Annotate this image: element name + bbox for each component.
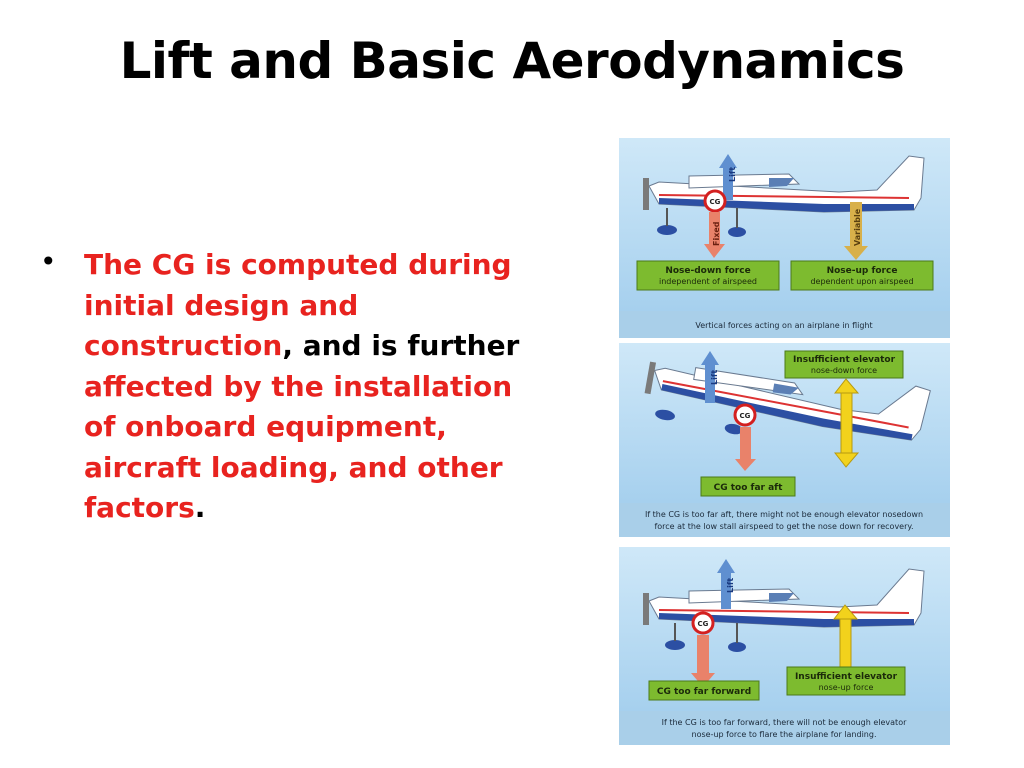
nose-down-force-box xyxy=(637,261,779,290)
insufficient-elevator-title-3: Insufficient elevator xyxy=(794,672,898,682)
bullet-item xyxy=(84,245,520,529)
nose-up-force-box xyxy=(791,261,933,290)
nose-down-force-sub: independent of airspeed xyxy=(659,277,757,286)
insufficient-elevator-sub-3: nose-up force xyxy=(818,683,874,692)
cg-label-3: CG xyxy=(697,620,709,628)
panel-cg-too-far-forward xyxy=(619,547,950,745)
nose-up-force-sub: dependent upon airspeed xyxy=(810,277,914,286)
variable-label: Variable xyxy=(853,208,862,246)
panel-3-caption-line-1: If the CG is too far forward, there will not be enough elevator xyxy=(661,718,907,727)
cg-marker-2 xyxy=(735,405,755,425)
cg-too-far-forward-label: CG too far forward xyxy=(656,687,752,697)
insufficient-elevator-title-2: Insufficient elevator xyxy=(792,355,896,365)
cg-too-far-aft-box xyxy=(701,477,795,496)
lift-label-2: Lift xyxy=(710,369,719,385)
bullet-text-plain-2: . xyxy=(194,491,206,524)
bullet-marker: • xyxy=(40,245,57,278)
insufficient-elevator-box-3 xyxy=(787,667,905,695)
panel-1-caption: Vertical forces acting on an airplane in flight xyxy=(695,321,873,330)
panel-2-caption-bg xyxy=(619,503,950,537)
panel-vertical-forces xyxy=(619,138,950,338)
insufficient-elevator-sub-2: nose-down force xyxy=(810,366,878,375)
cg-too-far-forward-box xyxy=(649,681,759,700)
bullet-text-highlight-2: affected by the installation of onboard equipment, aircraft loading, and other factors xyxy=(84,369,513,524)
lift-label-1: Lift xyxy=(728,166,737,182)
cg-label-1: CG xyxy=(709,198,721,206)
lift-label-3: Lift xyxy=(726,577,735,593)
slide-title: Lift and Basic Aerodynamics xyxy=(119,32,905,90)
cg-marker-3 xyxy=(693,613,713,633)
cg-diagram-figure xyxy=(619,138,950,745)
fixed-label: Fixed xyxy=(712,221,721,246)
insufficient-elevator-box-2 xyxy=(785,351,903,378)
bullet-text-highlight-1: The CG is computed during initial design and construction xyxy=(84,248,512,362)
nose-down-force-title: Nose-down force xyxy=(665,266,751,276)
nose-up-force-title: Nose-up force xyxy=(826,266,898,276)
panel-2-caption-line-2: force at the low stall airspeed to get the nose down for recovery. xyxy=(654,522,914,531)
cg-label-2: CG xyxy=(739,412,751,420)
panel-3-caption-line-2: nose-up force to flare the airplane for landing. xyxy=(691,730,877,739)
cg-marker-1 xyxy=(705,191,725,211)
cg-too-far-aft-label: CG too far aft xyxy=(713,483,783,493)
bullet-list xyxy=(40,245,520,529)
panel-2-caption-line-1: If the CG is too far aft, there might not be enough elevator nosedown xyxy=(644,510,924,519)
panel-3-caption-bg xyxy=(619,711,950,745)
panel-cg-too-far-aft xyxy=(619,340,950,537)
bullet-text-plain-1: , and is further xyxy=(282,329,520,362)
